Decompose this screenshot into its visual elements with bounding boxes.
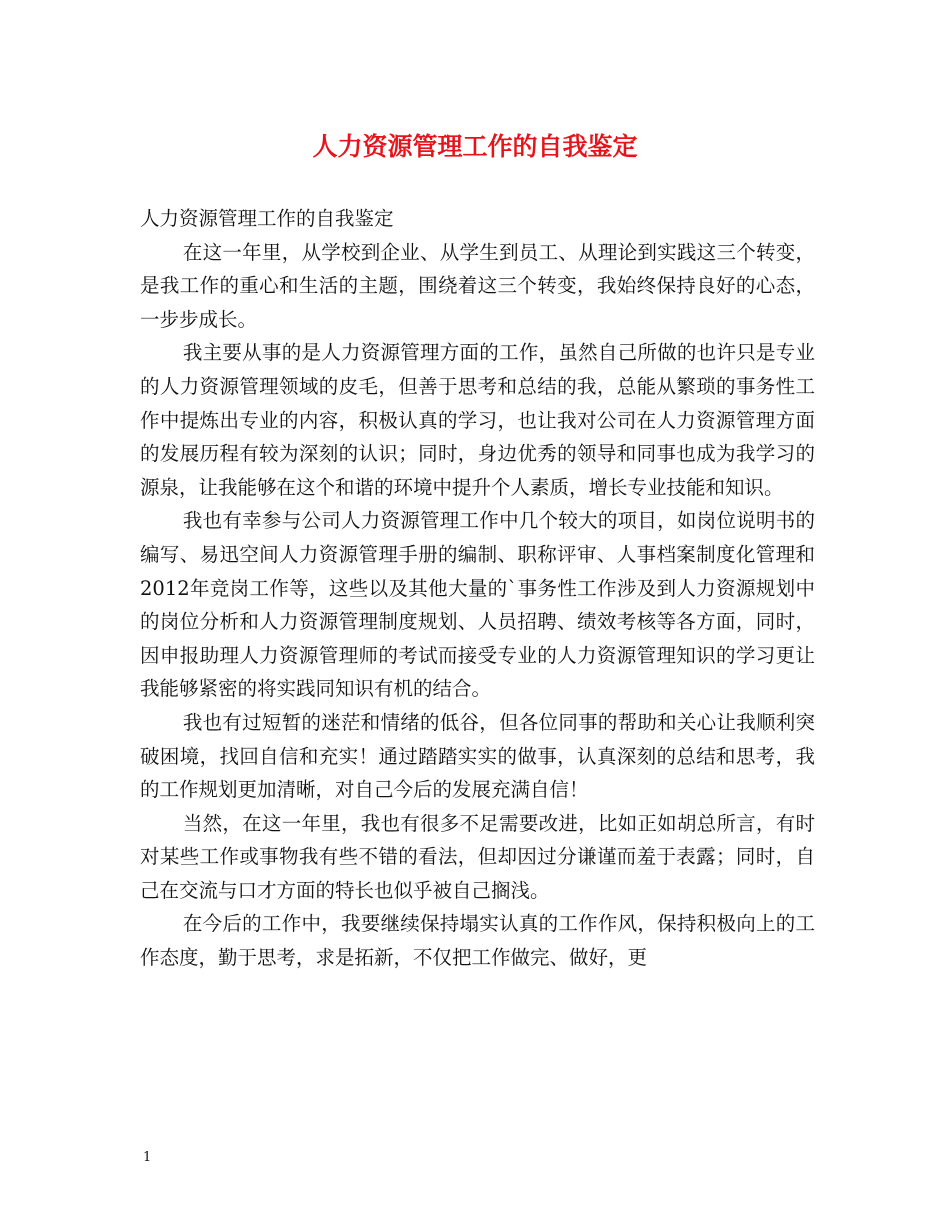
page-number: 1 xyxy=(143,1150,152,1165)
paragraph-2: 我主要从事的是人力资源管理方面的工作，虽然自己所做的也许只是专业的人力资源管理领域的皮毛，但善于思考和总结的我，总能从繁琐的事务性工作中提炼出专业的内容，积极认真的学习，也让我对公司在人力资源管理方面的发展历程有较为深刻的认识；同时，身边优秀的领导和同事也成为我学习的源泉，让我能够在这个和谐的环境中提升个人素质，增长专业技能和知识。 xyxy=(140,341,815,499)
paragraph-3: 我也有幸参与公司人力资源管理工作中几个较大的项目，如岗位说明书的编写、易迅空间人力资源管理手册的编制、职称评审、人事档案制度化管理和2012年竞岗工作等，这些以及其他大量的`事务性工作涉及到人力资源规划中的岗位分析和人力资源管理制度规划、人员招聘、绩效考核等各方面，同时，因申报助理人力资源管理师的考试而接受专业的人力资源管理知识的学习更让我能够紧密的将实践同知识有机的结合。 xyxy=(140,509,815,701)
paragraph-1: 在这一年里，从学校到企业、从学生到员工、从理论到实践这三个转变，是我工作的重心和生活的主题，围绕着这三个转变，我始终保持良好的心态，一步步成长。 xyxy=(140,240,815,331)
document-subtitle: 人力资源管理工作的自我鉴定 xyxy=(140,207,394,230)
paragraph-6: 在今后的工作中，我要继续保持塌实认真的工作作风，保持积极向上的工作态度，勤于思考，求是拓新，不仅把工作做完、做好，更 xyxy=(140,912,815,970)
document-body xyxy=(140,202,815,975)
paragraph-5: 当然，在这一年里，我也有很多不足需要改进，比如正如胡总所言，有时对某些工作或事物我有些不错的看法，但却因过分谦谨而羞于表露；同时，自己在交流与口才方面的特长也似乎被自己搁浅。 xyxy=(140,811,815,902)
document-title: 人力资源管理工作的自我鉴定 xyxy=(312,132,638,161)
paragraph-4: 我也有过短暂的迷茫和情绪的低谷，但各位同事的帮助和关心让我顺利突破困境，找回自信和充实！通过踏踏实实的做事，认真深刻的总结和思考，我的工作规划更加清晰，对自己今后的发展充满自信！ xyxy=(140,710,815,802)
